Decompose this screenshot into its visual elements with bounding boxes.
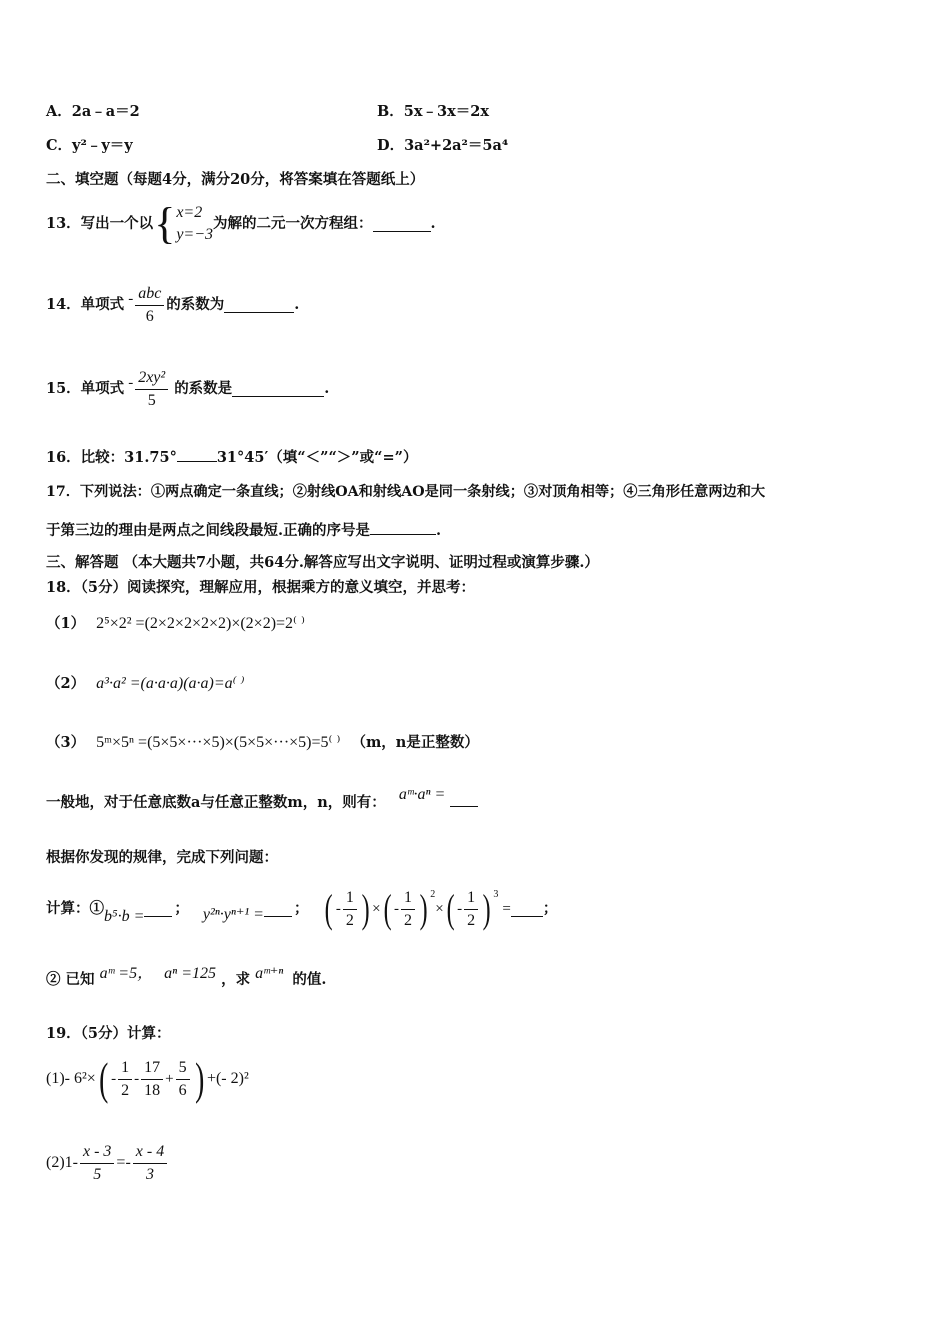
- q19-e1-frac2: [141, 1057, 163, 1102]
- q18-general: [46, 786, 478, 813]
- q18-intro: 18．（5分）阅读探究，理解应用，根据乘方的意义填空，并思考：: [46, 579, 476, 596]
- q19-e2-frac2-den: 3: [146, 1165, 154, 1183]
- q18-half2-den: 2: [403, 911, 412, 929]
- q18-rule: 根据你发现的规律，完成下列问题：: [46, 849, 278, 866]
- q18-half-2: [401, 887, 415, 932]
- q18-calc3-blank[interactable]: [511, 902, 543, 917]
- q18-calc2-blank[interactable]: [264, 902, 292, 917]
- q19-e1-frac1-num: 1: [118, 1057, 132, 1080]
- q18-half1-den: 2: [345, 911, 354, 929]
- q19-e1-frac2-den: 18: [144, 1081, 161, 1099]
- q18-sep2: ；: [293, 900, 309, 917]
- q18-given-label: ② 已知: [46, 971, 95, 988]
- q18-general-text: 一般地，对于任意底数a与任意正整数m，n，则有：: [46, 794, 386, 811]
- q18-half3-num: 1: [464, 887, 478, 910]
- q15-numerator: 2xy²: [135, 367, 168, 390]
- option-b: B．5x﹣3x＝2x: [377, 103, 489, 120]
- q15-text: 15．单项式: [46, 380, 125, 397]
- question-13: [46, 200, 436, 248]
- question-14: [46, 282, 299, 328]
- q14-fraction: [135, 283, 164, 328]
- q15-fraction: [135, 367, 168, 412]
- q18-given-text: ，求: [221, 971, 251, 988]
- q14-denominator: 6: [145, 307, 154, 325]
- q19-e2-frac2: [133, 1141, 167, 1186]
- q16-text2: 31°45′（填“＜”“＞”或“=”）: [216, 449, 418, 466]
- q18-given: [46, 965, 327, 990]
- q13-end: .: [430, 215, 436, 232]
- q19-e1-frac3-den: 6: [178, 1081, 187, 1099]
- q19-e1-frac1: [118, 1057, 132, 1102]
- q19-e1-label: (1)- 6²×: [46, 1070, 96, 1087]
- q18-general-expr: aᵐ·aⁿ =: [398, 786, 446, 803]
- question-17-line1: 17．下列说法：①两点确定一条直线；②射线OA和射线AO是同一条射线；③对顶角相等；④三角形任意两边和大: [46, 484, 766, 500]
- q14-answer-blank[interactable]: [224, 298, 294, 313]
- q18-sep1: ；: [174, 900, 189, 917]
- q19-expr2: [46, 1138, 169, 1188]
- q18-paren-close: ): [361, 886, 370, 931]
- q18-part2: [46, 674, 245, 694]
- q19-e2-frac2-num: x - 4: [133, 1141, 167, 1164]
- q16-answer-blank[interactable]: [177, 447, 217, 462]
- q18-calc1-blank[interactable]: [144, 902, 172, 917]
- q16-text: 16．比较：31.75°: [46, 449, 177, 466]
- q15-sign: -: [128, 375, 134, 391]
- q18-half1-num: 1: [343, 887, 357, 910]
- q19-e1-tail: +(- 2)²: [206, 1070, 249, 1087]
- q18-half2-num: 1: [401, 887, 415, 910]
- q19-e2-label: (2)1-: [46, 1154, 78, 1171]
- q15-denominator: 5: [147, 391, 156, 409]
- q17-text: 于第三边的理由是两点之间线段最短.正确的序号是: [46, 522, 371, 539]
- q19-e1-frac3-num: 5: [176, 1057, 190, 1080]
- q18-calc2-expr: y²ⁿ·yⁿ⁺¹ =: [202, 906, 264, 923]
- option-a-expr: 2a﹣a＝2: [71, 103, 140, 120]
- q18-p3-label: （3）: [46, 734, 86, 751]
- q18-part3: [46, 733, 479, 753]
- q19-e2-frac1-num: x - 3: [80, 1141, 114, 1164]
- q18-half-3: [464, 887, 478, 932]
- question-17-line2: [46, 520, 441, 541]
- q18-given2: aⁿ =125: [164, 965, 217, 982]
- q18-paren-close2: ): [419, 886, 428, 931]
- q18-paren-open2: (: [383, 886, 392, 931]
- q19-e1-paren-open: (: [98, 1053, 109, 1104]
- q18-calc-label: 计算：①: [46, 900, 104, 917]
- q19-e1-frac3: [176, 1057, 190, 1102]
- q13-eq1: x=2: [176, 204, 203, 221]
- q18-p3-note: （m，n是正整数）: [351, 734, 479, 751]
- q19-expr1: (1)- 6²× ( - $\frac{1}{2}$ - $\frac{17}{18}$ + $\frac{5}{6}$ ) +(- 2)²: [46, 1053, 249, 1104]
- q13-answer-blank[interactable]: [373, 217, 431, 232]
- q18-calc: 计算：① b⁵·b = ； y²ⁿ·yⁿ⁺¹ = ； ( - $\frac{1}{2}$ ) × ( - $\frac{1}{2}$ ) $^2$ × ( - $\frac{1}{2}$ ) $^3$ = ；: [46, 886, 558, 931]
- q18-paren-close3: ): [482, 886, 491, 931]
- q18-general-blank[interactable]: [450, 792, 478, 807]
- q13-text: 13．写出一个以: [46, 215, 154, 232]
- option-a: A．2a﹣a＝2: [46, 103, 140, 120]
- q14-text2: 的系数为: [166, 296, 225, 313]
- section2-title: 二、填空题（每题4分，满分20分，将答案填在答题纸上）: [46, 171, 425, 188]
- q15-end: .: [324, 380, 330, 397]
- q18-p1-expr: 2⁵×2² =(2×2×2×2×2)×(2×2)=2⁽ ⁾: [96, 615, 305, 632]
- q19-e1-paren-close: ): [194, 1053, 204, 1104]
- q19-e2-frac1-den: 5: [93, 1165, 102, 1183]
- q13-brace: {: [154, 199, 176, 248]
- q18-p2-label: （2）: [46, 675, 86, 692]
- q17-answer-blank[interactable]: [370, 520, 436, 535]
- q13-eq2: y=−3: [176, 226, 214, 243]
- option-c-expr: y²﹣y＝y: [72, 137, 133, 154]
- q18-p3-expr: 5ᵐ×5ⁿ =(5×5×···×5)×(5×5×···×5)=5⁽ ⁾: [96, 734, 341, 751]
- q19-intro: 19．（5分）计算：: [46, 1025, 171, 1042]
- q15-answer-blank[interactable]: [232, 382, 324, 397]
- q18-p2-expr: a³·a² =(a·a·a)(a·a)=a⁽ ⁾: [96, 675, 245, 692]
- option-d-expr: 3a²+2a²＝5a⁴: [404, 137, 509, 154]
- q18-p1-label: （1）: [46, 615, 86, 632]
- q19-e1-frac2-num: 17: [141, 1057, 163, 1080]
- q15-text2: 的系数是: [174, 380, 233, 397]
- option-c: C．y²﹣y＝y: [46, 137, 133, 154]
- q18-calc1-expr: b⁵·b =: [104, 908, 145, 925]
- q13-system: [176, 202, 213, 246]
- q18-part1: [46, 614, 305, 634]
- q18-sep3: ；: [542, 900, 558, 917]
- q18-given1: aᵐ =5，: [99, 965, 154, 982]
- q18-paren-open: (: [325, 886, 334, 931]
- q14-text: 14．单项式: [46, 296, 125, 313]
- q13-text2: 为解的二元一次方程组：: [213, 215, 373, 232]
- section3-title: 三、解答题 （本大题共7小题，共64分.解答应写出文字说明、证明过程或演算步骤.）: [46, 554, 599, 571]
- q14-end: .: [294, 296, 300, 313]
- q18-paren-open3: (: [446, 886, 455, 931]
- q14-numerator: abc: [135, 283, 164, 306]
- question-15: [46, 366, 329, 412]
- q18-half-1: [343, 887, 357, 932]
- q14-sign: -: [128, 291, 134, 307]
- q18-given-end: 的值.: [292, 971, 327, 988]
- q17-end: .: [436, 522, 442, 539]
- q19-e1-frac1-den: 2: [121, 1081, 130, 1099]
- q18-half3-den: 2: [467, 911, 476, 929]
- option-b-expr: 5x﹣3x＝2x: [403, 103, 489, 120]
- q19-e2-mid: =-: [116, 1154, 131, 1171]
- option-d: D．3a²+2a²＝5a⁴: [377, 137, 509, 154]
- question-16: [46, 447, 417, 468]
- q18-calc3-eq: =: [502, 901, 511, 917]
- q18-given-expr: aᵐ⁺ⁿ: [255, 965, 284, 982]
- q19-e2-frac1: [80, 1141, 114, 1186]
